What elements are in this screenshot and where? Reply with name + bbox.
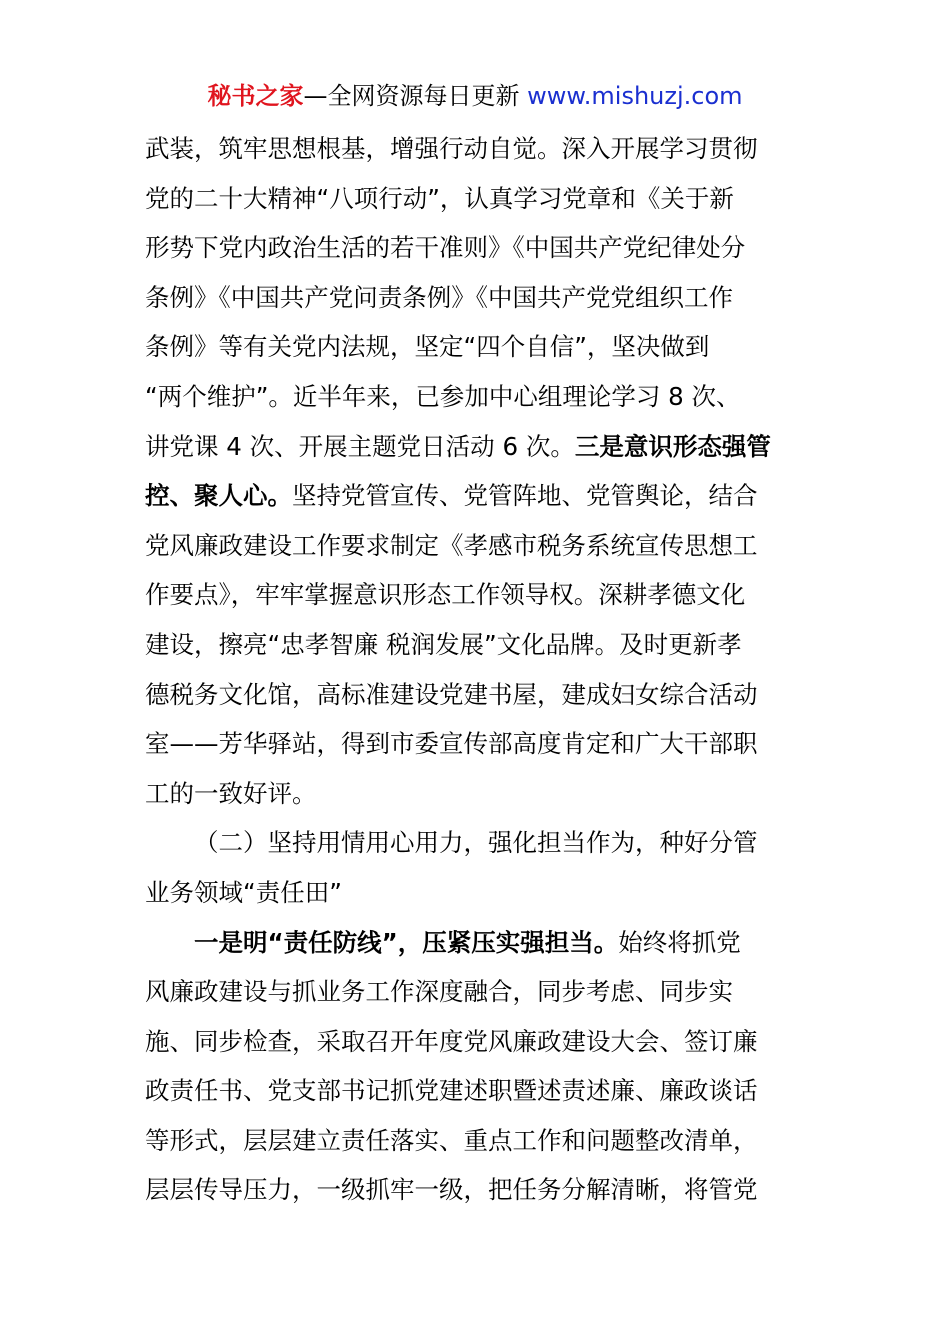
- text-line: [145, 422, 813, 472]
- text-line: [145, 818, 813, 868]
- paragraph-text: 条例》《中国共产党问责条例》《中国共产党党组织工作: [145, 282, 733, 312]
- site-tagline: —全网资源每日更新: [303, 82, 528, 110]
- text-line: [145, 322, 813, 372]
- text-line: [145, 868, 813, 918]
- text-line: [145, 372, 813, 422]
- text-line: [145, 223, 813, 273]
- paragraph-text: 党风廉政建设工作要求制定《孝感市税务系统宣传思想工: [145, 530, 758, 560]
- paragraph-text: 作要点》，牢牢掌握意识形态工作领导权。深耕孝德文化: [145, 580, 746, 610]
- paragraph-text: 条例》等有关党内法规，坚定“四个自信”，坚决做到: [145, 332, 710, 362]
- paragraph-text: 始终将抓党: [618, 927, 741, 957]
- document-body: [145, 124, 813, 1215]
- text-line: [145, 521, 813, 571]
- text-line: [145, 570, 813, 620]
- paragraph-text: 施、同步检查，采取召开年度党风廉政建设大会、签订廉: [145, 1026, 758, 1056]
- site-header: [0, 80, 950, 112]
- text-line: [145, 620, 813, 670]
- bold-heading-text: 控、聚人心。: [145, 481, 292, 511]
- paragraph-text: 风廉政建设与抓业务工作深度融合，同步考虑、同步实: [145, 977, 733, 1007]
- paragraph-text: 业务领域“责任田”: [145, 877, 342, 907]
- text-line: [145, 1116, 813, 1166]
- text-line: [145, 719, 813, 769]
- paragraph-text: 坚持党管宣传、党管阵地、党管舆论，结合: [292, 481, 758, 511]
- paragraph-text: 政责任书、党支部书记抓党建述职暨述责述廉、廉政谈话: [145, 1076, 758, 1106]
- text-line: [145, 174, 813, 224]
- paragraph-text: “两个维护”。近半年来，已参加中心组理论学习 8 次、: [145, 381, 741, 411]
- text-line: [145, 471, 813, 521]
- text-line: [145, 918, 813, 968]
- text-line: [145, 670, 813, 720]
- bold-heading-text: 一是明“责任防线”，压紧压实强担当。: [194, 927, 619, 957]
- text-line: [145, 1017, 813, 1067]
- site-brand: 秘书之家: [207, 82, 304, 110]
- paragraph-text: 武装，筑牢思想根基，增强行动自觉。深入开展学习贯彻: [145, 134, 758, 163]
- paragraph-text: （二）坚持用情用心用力，强化担当作为，种好分管: [194, 828, 758, 858]
- text-line: [145, 769, 813, 819]
- bold-heading-text: 三是意识形态强管: [574, 431, 771, 461]
- paragraph-text: 形势下党内政治生活的若干准则》《中国共产党纪律处分: [145, 233, 746, 263]
- text-line: [145, 1066, 813, 1116]
- paragraph-text: 工的一致好评。: [145, 778, 317, 808]
- paragraph-text: 德税务文化馆，高标准建设党建书屋，建成妇女综合活动: [145, 679, 758, 709]
- text-line: [145, 273, 813, 323]
- site-url-link[interactable]: www.mishuzj.com: [527, 82, 743, 110]
- text-line: [145, 967, 813, 1017]
- paragraph-text: 讲党课 4 次、开展主题党日活动 6 次。: [145, 431, 575, 461]
- text-line: [145, 1165, 813, 1215]
- paragraph-text: 等形式，层层建立责任落实、重点工作和问题整改清单，: [145, 1125, 758, 1155]
- paragraph-text: 层层传导压力，一级抓牢一级，把任务分解清晰，将管党: [145, 1175, 758, 1205]
- paragraph-text: 室——芳华驿站，得到市委宣传部高度肯定和广大干部职: [145, 729, 758, 759]
- text-line: [145, 124, 813, 174]
- paragraph-text: 建设，擦亮“忠孝智廉 税润发展”文化品牌。及时更新孝: [145, 629, 742, 659]
- paragraph-text: 党的二十大精神“八项行动”，认真学习党章和《关于新: [145, 183, 734, 213]
